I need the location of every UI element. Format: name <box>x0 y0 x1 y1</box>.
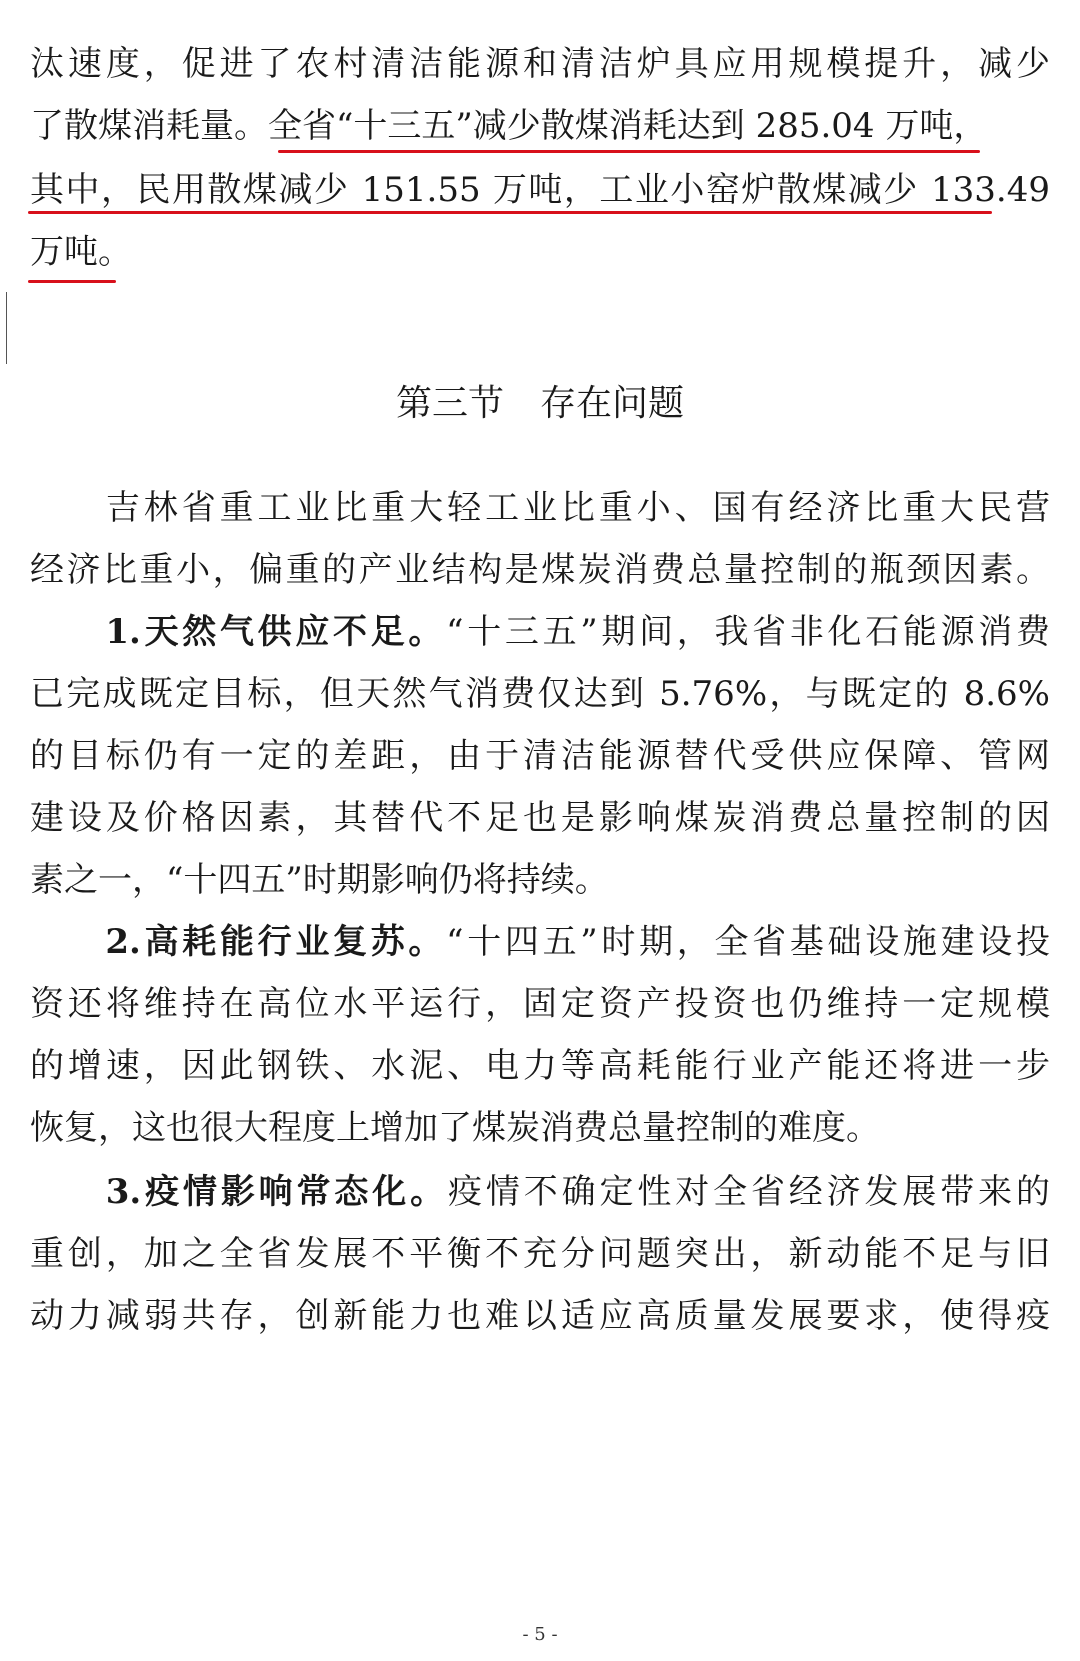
item2-line2: 资还将维持在高位水平运行，固定资产投资也仍维持一定规模 <box>30 984 1050 1024</box>
item3-title: 3.疫情影响常态化。 <box>30 1172 449 1212</box>
item3-line3: 动力减弱共存，创新能力也难以适应高质量发展要求，使得疫 <box>30 1296 1050 1336</box>
para1-line4: 万吨。 <box>30 232 132 272</box>
section-heading: 第三节 存在问题 <box>395 383 684 424</box>
item2-line3: 的增速，因此钢铁、水泥、电力等高耗能行业产能还将进一步 <box>30 1046 1050 1086</box>
item1-line4: 建设及价格因素，其替代不足也是影响煤炭消费总量控制的因 <box>30 798 1050 838</box>
red-underline-1 <box>278 150 980 153</box>
text-cursor <box>6 292 7 364</box>
item2-title: 2.高耗能行业复苏。 <box>30 922 447 962</box>
item1-line1 <box>30 612 1050 652</box>
item3-text1: 疫情不确定性对全省经济发展带来的 <box>448 1172 1050 1212</box>
para1-line2-start: 了散煤消耗量。 <box>30 106 268 146</box>
item3-line2: 重创，加之全省发展不平衡不充分问题突出，新动能不足与旧 <box>30 1234 1050 1274</box>
item3-line1 <box>30 1172 1050 1212</box>
para2-line2: 经济比重小，偏重的产业结构是煤炭消费总量控制的瓶颈因素。 <box>30 550 1050 590</box>
item1-line3: 的目标仍有一定的差距，由于清洁能源替代受供应保障、管网 <box>30 736 1050 776</box>
para2-line1: 吉林省重工业比重大轻工业比重小、国有经济比重大民营 <box>30 488 1050 528</box>
red-underline-2 <box>28 211 992 214</box>
para1-line3: 其中，民用散煤减少 151.55 万吨，工业小窑炉散煤减少 133.49 <box>30 170 1050 210</box>
highlighted-text: 全省“十三五”减少散煤消耗达到 285.04 万吨， <box>268 106 988 146</box>
item1-text1: “十三五”期间，我省非化石能源消费 <box>446 612 1051 652</box>
item1-line2: 已完成既定目标，但天然气消费仅达到 5.76%，与既定的 8.6% <box>30 674 1050 714</box>
para1-line1: 汰速度，促进了农村清洁能源和清洁炉具应用规模提升，减少 <box>30 44 1050 84</box>
item2-text1: “十四五”时期，全省基础设施建设投 <box>446 922 1051 962</box>
item2-line1 <box>30 922 1050 962</box>
page-number: - 5 - <box>522 1624 558 1645</box>
red-underline-3 <box>28 280 116 283</box>
item1-title: 1.天然气供应不足。 <box>30 612 447 652</box>
item1-line5: 素之一，“十四五”时期影响仍将持续。 <box>30 860 609 900</box>
para1-line2 <box>30 106 1050 146</box>
item2-line4: 恢复，这也很大程度上增加了煤炭消费总量控制的难度。 <box>30 1108 880 1148</box>
